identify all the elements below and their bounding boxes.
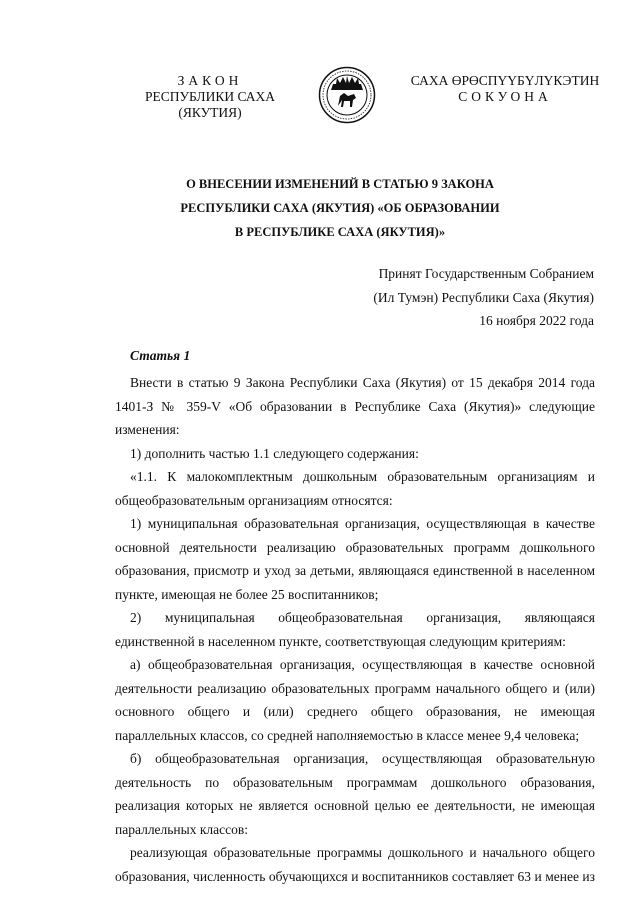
adoption-date: 16 ноября 2022 года xyxy=(479,313,594,328)
article-body xyxy=(115,371,595,888)
paragraph: б) общеобразовательная организация, осуществляющая образовательную деятельность по образовательным программам дошкольного образования, реализация которых не является основной целью ее деятельности, не имеющая параллельных классов: xyxy=(115,751,595,837)
paragraph: 1) муниципальная образовательная организация, осуществляющая в качестве основной деятельности реализацию образовательных программ дошкольного образования, присмотр и уход за детьми, являющаяся единственной в населенном пункте, имеющая не более 25 воспитанников; xyxy=(115,516,595,602)
adoption-line: Принят Государственным Собранием xyxy=(378,266,594,281)
republic-name: РЕСПУБЛИКИ САХА (ЯКУТИЯ) xyxy=(144,89,276,120)
header-left xyxy=(115,73,305,121)
title-line: В РЕСПУБЛИКЕ САХА (ЯКУТИЯ)» xyxy=(234,225,446,239)
paragraph: 2) муниципальная общеобразовательная организация, являющаяся единственной в населенном пункте, соответствующая следующим критериям: xyxy=(115,610,595,649)
paragraph: реализующая образовательные программы дошкольного и начального общего образования, численность обучающихся и воспитанников составляет 63 и менее из xyxy=(115,845,595,884)
paragraph: а) общеобразовательная организация, осуществляющая в качестве основной деятельности реализацию образовательных программ начального общего и (или) основного общего и (или) среднего общего образования, не имеющая параллельных классов, со средней наполняемостью в классе менее 9,4 человека; xyxy=(115,657,595,743)
coat-of-arms-icon xyxy=(318,66,376,124)
adoption-note xyxy=(373,262,594,333)
adoption-line: (Ил Тумэн) Республики Саха (Якутия) xyxy=(373,289,594,305)
title-line: О ВНЕСЕНИИ ИЗМЕНЕНИЙ В СТАТЬЮ 9 ЗАКОНА xyxy=(186,177,494,191)
paragraph: Внести в статью 9 Закона Республики Саха (Якутия) от 15 декабря 2014 года 1401-З № 359-V «Об образовании в Республике Саха (Якутия)» следующие изменения: xyxy=(115,375,595,437)
paragraph: 1) дополнить частью 1.1 следующего содержания: xyxy=(130,445,419,461)
article-heading: Статья 1 xyxy=(130,348,191,363)
republic-name-yakut: САХА ӨРӨСПҮҮБҮЛҮКЭТИН xyxy=(410,73,600,88)
header-right xyxy=(400,73,610,105)
title-line: РЕСПУБЛИКИ САХА (ЯКУТИЯ) «ОБ ОБРАЗОВАНИИ xyxy=(180,201,500,215)
law-label-yakut: СОКУОНА xyxy=(458,89,552,104)
paragraph: «1.1. К малокомплектным дошкольным образовательным организациям и общеобразовательным организациям относятся: xyxy=(115,469,595,508)
document-title xyxy=(160,172,520,244)
law-label: ЗАКОН xyxy=(177,73,243,88)
